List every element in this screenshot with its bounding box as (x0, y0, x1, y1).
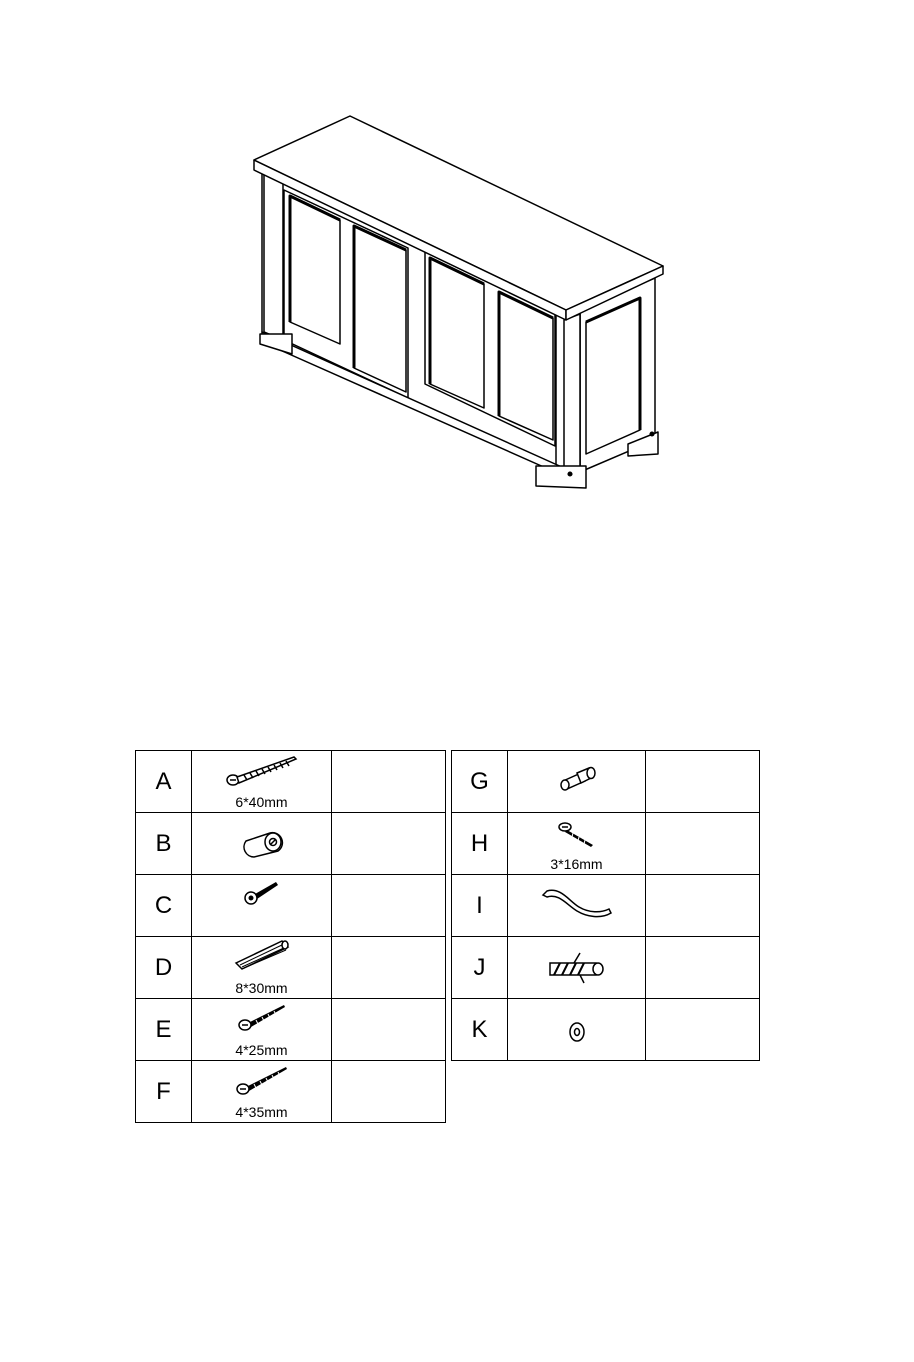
wooden-dowel-icon (230, 939, 294, 973)
table-row (452, 751, 760, 813)
part-letter: F (136, 1061, 192, 1123)
quantity-cell (646, 813, 760, 875)
quantity-cell (332, 937, 446, 999)
table-row (452, 999, 760, 1061)
part-size: 6*40mm (235, 794, 288, 810)
quantity-cell (332, 1061, 446, 1123)
part-size: 8*30mm (235, 980, 288, 996)
quantity-cell (646, 875, 760, 937)
washer-icon (565, 1017, 589, 1047)
quantity-cell (646, 937, 760, 999)
part-size: 3*16mm (550, 856, 603, 872)
quantity-cell (332, 813, 446, 875)
quantity-cell (332, 999, 446, 1061)
table-row (136, 875, 446, 937)
quantity-cell (646, 751, 760, 813)
table-row (136, 999, 446, 1061)
quantity-cell (332, 751, 446, 813)
part-letter: J (452, 937, 508, 999)
part-letter: I (452, 875, 508, 937)
wall-anchor-icon (544, 949, 610, 989)
part-letter: B (136, 813, 192, 875)
table-row (136, 937, 446, 999)
hardware-table-right (451, 750, 760, 1061)
part-letter: E (136, 999, 192, 1061)
table-row (136, 751, 446, 813)
part-size: 4*35mm (235, 1104, 288, 1120)
small-screw-icon (240, 877, 284, 907)
table-row (136, 813, 446, 875)
table-row (136, 1061, 446, 1123)
screw-icon (234, 1063, 290, 1097)
part-letter: A (136, 751, 192, 813)
knob-icon (555, 765, 599, 799)
quantity-cell (646, 999, 760, 1061)
part-size: 4*25mm (235, 1042, 288, 1058)
table-row (452, 813, 760, 875)
countersunk-screw-icon (555, 819, 599, 853)
sideboard-cabinet-illustration (240, 108, 680, 496)
part-letter: G (452, 751, 508, 813)
part-letter: K (452, 999, 508, 1061)
table-row (452, 875, 760, 937)
strap-icon (539, 883, 615, 923)
hardware-table-left (135, 750, 446, 1123)
long-screw-icon (224, 753, 300, 787)
part-letter: C (136, 875, 192, 937)
screw-icon (236, 1001, 288, 1035)
table-row (452, 937, 760, 999)
part-letter: H (452, 813, 508, 875)
cam-lock-icon (236, 827, 288, 861)
quantity-cell (332, 875, 446, 937)
part-letter: D (136, 937, 192, 999)
